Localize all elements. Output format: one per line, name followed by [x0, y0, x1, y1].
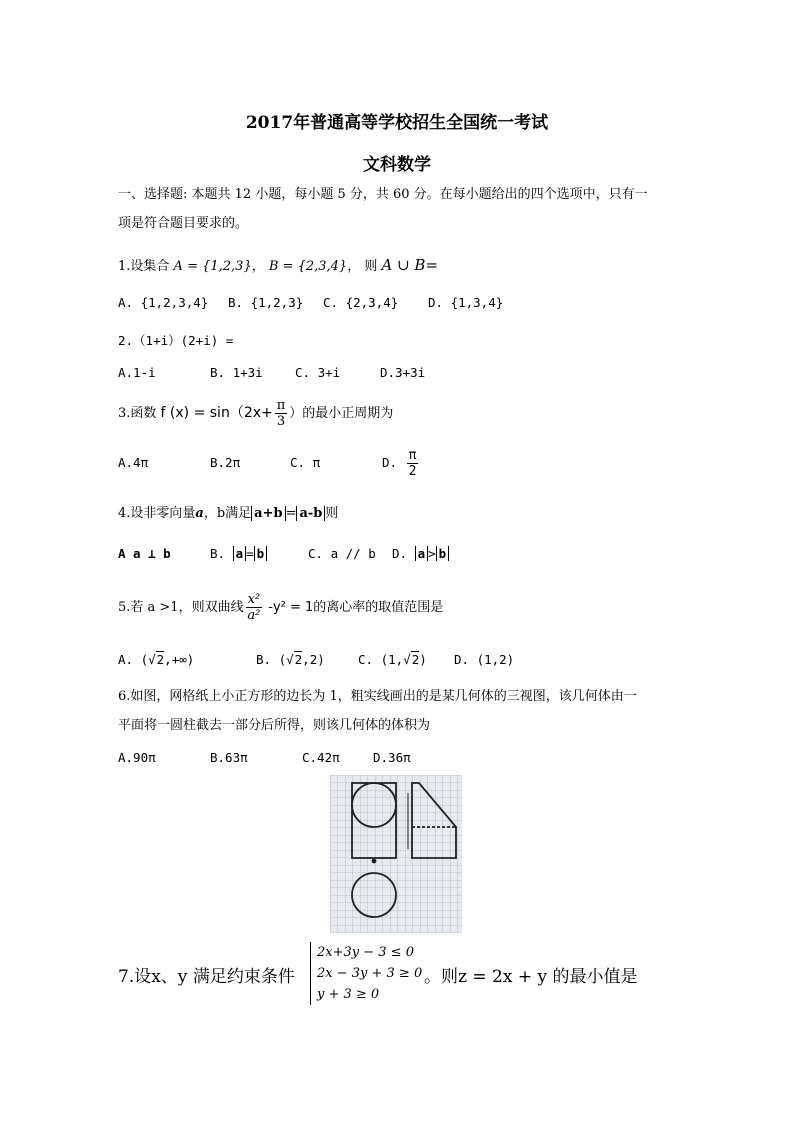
q3-suffix: ）的最小正周期为	[289, 406, 394, 421]
q6-option-d: D.36π	[373, 750, 411, 765]
q1-option-d: D. {1,3,4}	[428, 295, 504, 310]
question-2-stem: 2.（1+i）(2+i) =	[118, 333, 234, 348]
q3-option-a: A.4π	[118, 455, 149, 470]
q4-option-c: C. a // b	[308, 546, 376, 561]
q2-option-d: D.3+3i	[380, 365, 426, 380]
q1-prefix: 1.设集合	[118, 259, 174, 274]
q2-option-c: C. 3+i	[295, 365, 341, 380]
q3-function: f (x) = sin（2x+	[160, 405, 273, 421]
q3-option-b: B.2π	[210, 455, 241, 470]
section-intro-line-2: 项是符合题目要求的。	[118, 216, 249, 231]
q6-option-b: B.63π	[210, 750, 248, 765]
q1-tail: ， 则	[347, 259, 382, 274]
section-intro-line-1: 一、选择题: 本题共 12 小题，每小题 5 分，共 60 分。在每小题给出的四个选项中，只有一	[118, 187, 648, 202]
q1-option-a: A. {1,2,3,4}	[118, 295, 209, 310]
question-7-objective: 。则z = 2x + y 的最小值是	[424, 967, 638, 987]
question-4-stem: 4.设非零向量a，b满足 a+b = a-b 则	[118, 506, 339, 521]
q3-option-d: D. $\frac{\pi}{2}$	[382, 448, 417, 479]
q1-option-b: B. {1,2,3}	[228, 295, 304, 310]
three-view-figure	[330, 775, 462, 933]
q3-option-c: C. π	[290, 455, 321, 470]
q5-option-a: A. (√2,+∞)	[118, 652, 195, 667]
question-7-stem: 7.设x、y 满足约束条件	[118, 967, 295, 987]
question-6-line-2: 平面将一圆柱截去一部分后所得，则该几何体的体积为	[118, 718, 431, 733]
q7-constraint-system	[310, 942, 422, 1005]
exam-subtitle: 文科数学	[363, 155, 431, 175]
q1-expression: A ∪ B=	[381, 256, 439, 274]
q2-option-a: A.1-i	[118, 365, 156, 380]
q6-option-c: C.42π	[302, 750, 340, 765]
q3-fraction: $\frac{\pi}{3}$	[276, 398, 286, 429]
q1-set-b: B = {2,3,4}	[268, 259, 348, 274]
q4-option-d: D. a > b	[392, 544, 449, 564]
q4-option-a: A a ⊥ b	[118, 546, 171, 561]
q7-constraint-1: 2x+3y − 3 ≤ 0	[317, 945, 414, 960]
q1-option-c: C. {2,3,4}	[323, 295, 399, 310]
q5-option-c: C. (1,√2)	[358, 652, 427, 667]
q5-option-d: D. (1,2)	[454, 652, 515, 667]
q7-constraint-2: 2x − 3y + 3 ≥ 0	[317, 966, 423, 981]
q6-option-a: A.90π	[118, 750, 156, 765]
q2-option-b: B. 1+3i	[210, 365, 263, 380]
q1-comma: ，	[251, 259, 265, 274]
q3-prefix: 3.函数	[118, 406, 161, 421]
exam-title: 2017年普通高等学校招生全国统一考试	[245, 113, 549, 133]
q1-set-a: A = {1,2,3}	[173, 259, 252, 274]
q5-option-b: B. (√2,2)	[256, 652, 325, 667]
question-5-stem: 5.若 a >1，则双曲线 $\frac{\text{x²}}{\text{a²}}$ -y² = 1的离心率的取值范围是	[118, 592, 444, 623]
q5-fraction: $\frac{\text{x²}}{\text{a²}}$	[247, 592, 261, 623]
q4-option-b: B. a = b	[210, 544, 267, 564]
q7-constraint-3: y + 3 ≥ 0	[317, 987, 380, 1002]
question-3-stem	[118, 398, 393, 429]
question-1-stem	[118, 255, 438, 277]
question-6-line-1: 6.如图，网格纸上小正方形的边长为 1，粗实线画出的是某几何体的三视图，该几何体由一	[118, 689, 637, 704]
